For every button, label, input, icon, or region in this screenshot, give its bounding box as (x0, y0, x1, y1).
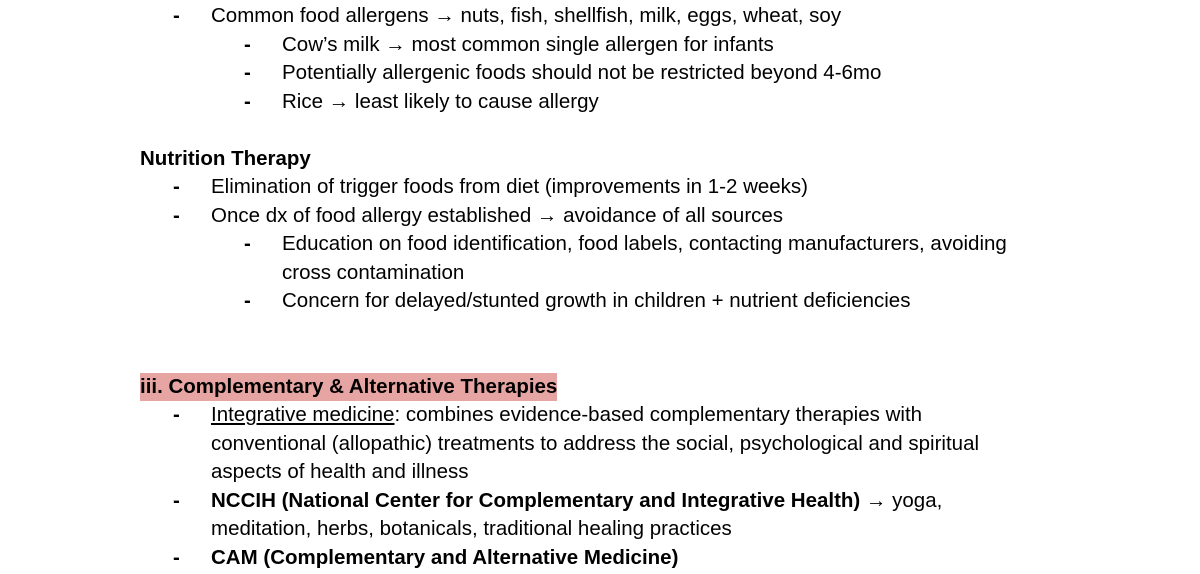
section-heading-row (0, 373, 1200, 402)
allergen-restriction: Potentially allergenic foods should not be restricted beyond 4-6mo (282, 61, 882, 84)
bullet-dash: - (244, 61, 251, 84)
nccih-line1 (211, 487, 942, 516)
education-text-line2: cross contamination (282, 260, 465, 284)
list-item (0, 2, 1200, 31)
nutrition-therapy-heading: Nutrition Therapy (140, 146, 311, 170)
list-item (0, 401, 1200, 430)
integrative-line3: aspects of health and illness (211, 460, 469, 483)
section-heading-row (0, 145, 1200, 174)
nccih-examples: → yoga, (860, 488, 943, 512)
list-item-continuation (0, 259, 1200, 288)
bullet-dash: - (173, 403, 180, 426)
allergens-text: Common food allergens → nuts, fish, shellfish, milk, eggs, wheat, soy (211, 4, 842, 27)
document-page (0, 2, 1200, 572)
bullet-dash: - (173, 545, 180, 569)
cam-term: CAM (Complementary and Alternative Medicine) (211, 545, 679, 569)
list-item (0, 173, 1200, 202)
bullet-dash: - (173, 175, 180, 198)
list-item (0, 59, 1200, 88)
nccih-term: NCCIH (National Center for Complementary and Integrative Health) (211, 488, 861, 512)
avoidance-text: Once dx of food allergy established → avoidance of all sources (211, 203, 784, 227)
bullet-dash: - (244, 89, 251, 113)
bullet-dash: - (173, 203, 180, 227)
integrative-definition: : combines evidence-based complementary therapies with (394, 403, 923, 426)
bullet-dash: - (244, 232, 251, 255)
bullet-dash: - (173, 488, 180, 512)
integrative-line1 (211, 401, 922, 430)
list-item (0, 230, 1200, 259)
nccih-line2: meditation, herbs, botanicals, traditional healing practices (211, 517, 732, 540)
list-item (0, 487, 1200, 516)
bullet-dash: - (173, 4, 180, 27)
list-item-continuation (0, 458, 1200, 487)
elimination-text: Elimination of trigger foods from diet (improvements in 1-2 weeks) (211, 175, 809, 198)
list-item (0, 31, 1200, 60)
list-item (0, 287, 1200, 316)
integrative-line2: conventional (allopathic) treatments to address the social, psychological and spiritual (211, 431, 980, 455)
bullet-dash: - (244, 32, 251, 56)
list-item (0, 88, 1200, 117)
list-item (0, 544, 1200, 573)
list-item-continuation (0, 430, 1200, 459)
list-item-continuation (0, 515, 1200, 544)
education-text-line1: Education on food identification, food labels, contacting manufacturers, avoiding (282, 232, 1007, 255)
cam-section-heading: iii. Complementary & Alternative Therapies (140, 373, 557, 402)
allergen-cows-milk: Cow’s milk → most common single allergen for infants (282, 32, 774, 56)
growth-concern-text: Concern for delayed/stunted growth in children + nutrient deficiencies (282, 289, 911, 312)
integrative-medicine-term: Integrative medicine (211, 403, 395, 426)
allergen-rice: Rice → least likely to cause allergy (282, 89, 599, 113)
list-item (0, 202, 1200, 231)
bullet-dash: - (244, 289, 251, 312)
